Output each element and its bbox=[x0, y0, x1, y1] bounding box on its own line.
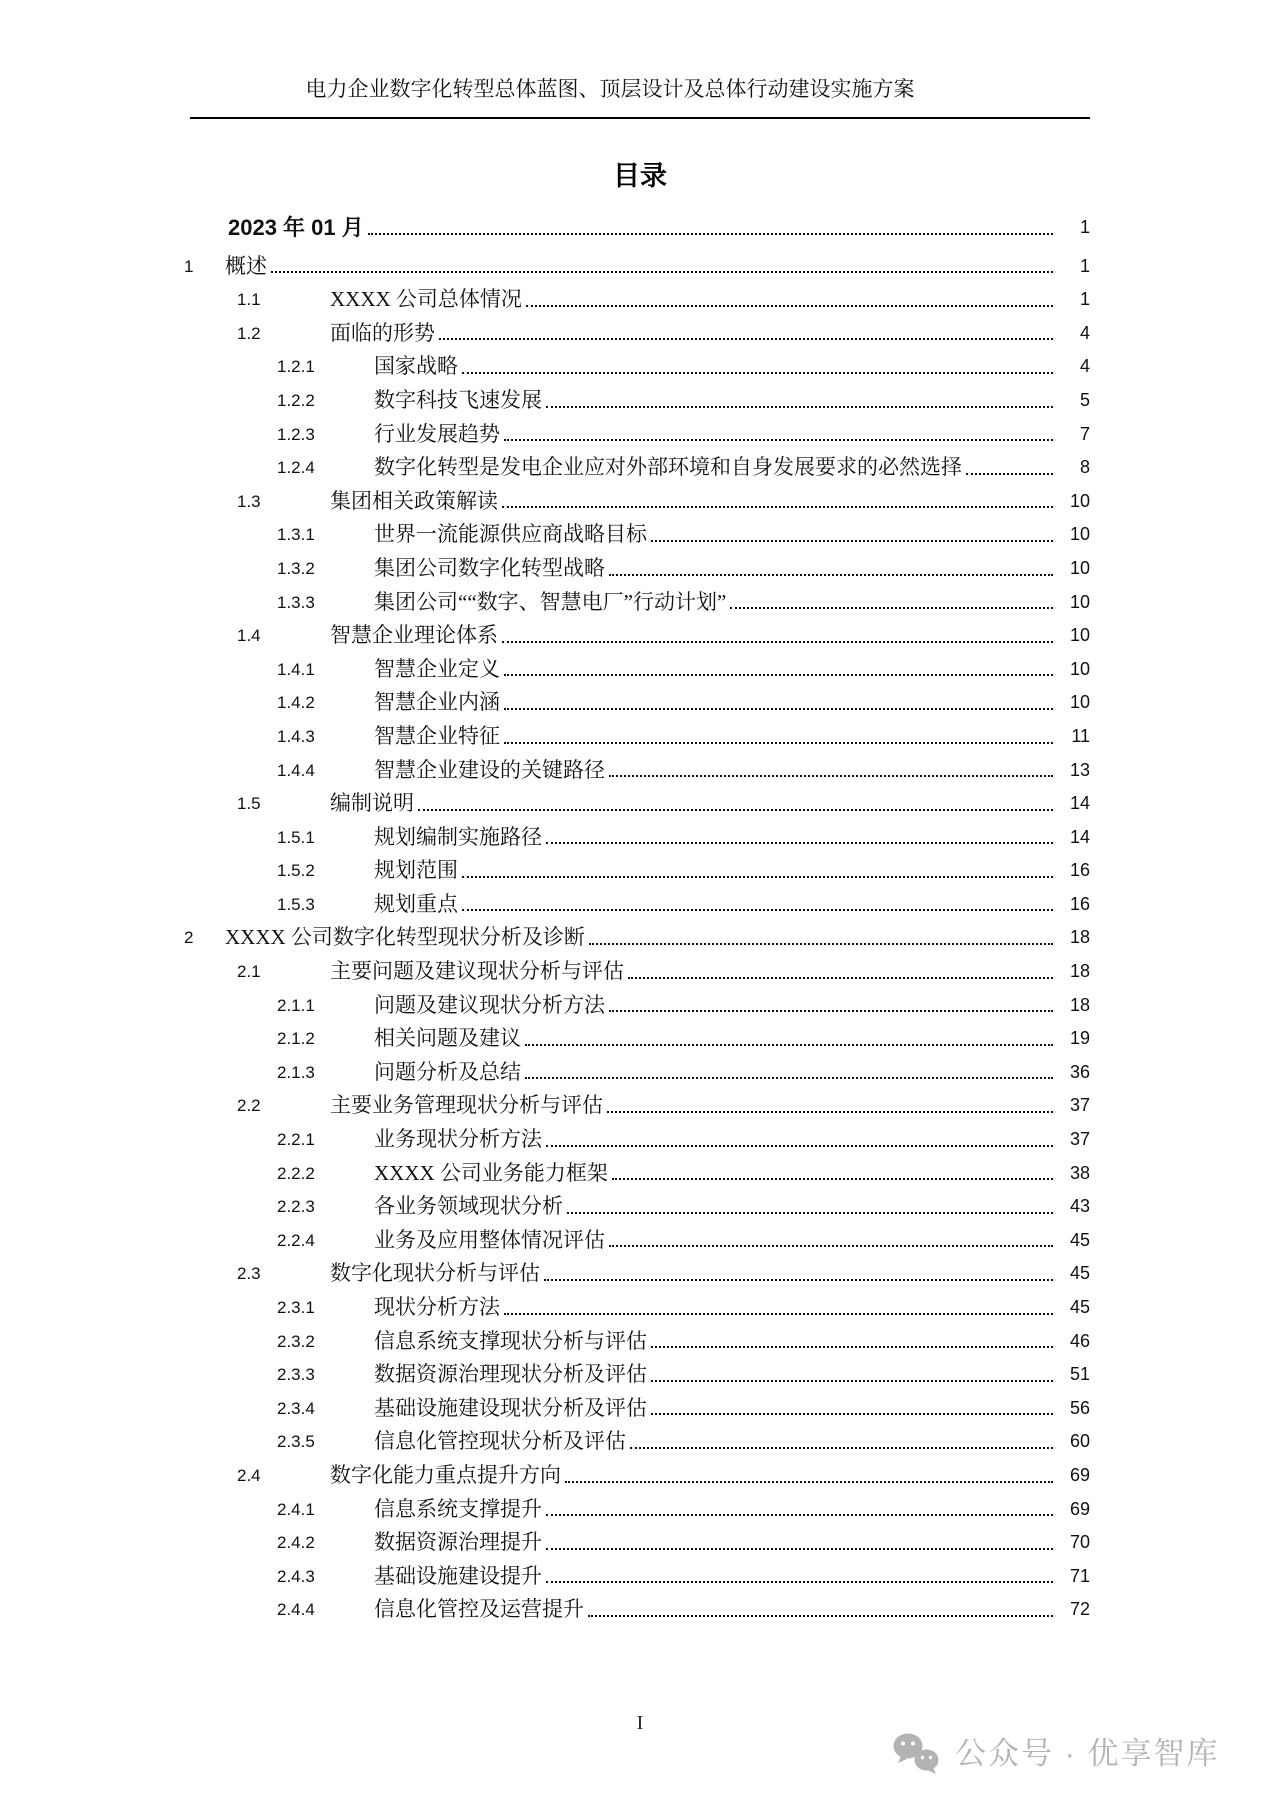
toc-leader-dots bbox=[546, 842, 1053, 844]
toc-entry-title: 行业发展趋势 bbox=[374, 421, 500, 446]
toc-entry-number: 1.2 bbox=[237, 323, 261, 343]
toc-leader-dots bbox=[504, 708, 1053, 710]
toc-entry-page: 71 bbox=[1069, 1565, 1090, 1586]
toc-entry-page: 10 bbox=[1069, 557, 1090, 578]
toc-entry-page: 13 bbox=[1069, 759, 1090, 780]
toc-entry[interactable] bbox=[0, 283, 1280, 317]
toc-entry[interactable] bbox=[0, 921, 1280, 955]
toc-entry-number: 1.2.4 bbox=[277, 458, 315, 478]
toc-entry[interactable] bbox=[0, 1560, 1280, 1594]
toc-entry-title: 主要业务管理现状分析与评估 bbox=[330, 1093, 603, 1118]
toc-entry[interactable] bbox=[0, 989, 1280, 1023]
toc-entry[interactable] bbox=[0, 418, 1280, 452]
toc-entry-title: 各业务领域现状分析 bbox=[374, 1194, 563, 1219]
toc-entry-title: 业务及应用整体情况评估 bbox=[374, 1227, 605, 1252]
toc-leader-dots bbox=[504, 439, 1053, 441]
toc-leader-dots bbox=[525, 1077, 1053, 1079]
toc-leader-dots bbox=[546, 406, 1053, 408]
toc-entry-page: 8 bbox=[1079, 457, 1090, 478]
toc-leader-dots bbox=[462, 909, 1053, 911]
toc-entry-number: 1.4.4 bbox=[277, 760, 315, 780]
toc-entry[interactable] bbox=[0, 451, 1280, 485]
toc-entry[interactable] bbox=[0, 350, 1280, 384]
watermark-text: 公众号 · 优享智库 bbox=[955, 1736, 1220, 1771]
toc-entry-page: 16 bbox=[1069, 893, 1090, 914]
toc-leader-dots bbox=[609, 1245, 1053, 1247]
toc-leader-dots bbox=[502, 641, 1053, 643]
toc-entry-page: 56 bbox=[1069, 1397, 1090, 1418]
toc-entry-number: 1.5.1 bbox=[277, 827, 315, 847]
toc-entry-title: 规划重点 bbox=[374, 891, 458, 916]
toc-entry-number: 2.1.3 bbox=[277, 1062, 315, 1082]
toc-entry-page: 43 bbox=[1069, 1196, 1090, 1217]
toc-entry-page: 1 bbox=[1079, 217, 1090, 237]
toc-leader-dots bbox=[546, 1548, 1053, 1550]
toc-entry-title: 数字化转型是发电企业应对外部环境和自身发展要求的必然选择 bbox=[374, 455, 962, 480]
toc-entry-title: XXXX 公司业务能力框架 bbox=[374, 1160, 608, 1185]
toc-entry-page: 5 bbox=[1079, 389, 1090, 410]
toc-entry-number: 1.4.3 bbox=[277, 726, 315, 746]
toc-entry[interactable] bbox=[0, 1123, 1280, 1157]
toc-leader-dots bbox=[651, 1346, 1053, 1348]
toc-entry-page: 4 bbox=[1079, 356, 1090, 377]
toc-entry-number: 2.4.4 bbox=[277, 1600, 315, 1620]
header-rule bbox=[190, 117, 1090, 119]
toc-entry-number: 1.2.3 bbox=[277, 424, 315, 444]
toc-leader-dots bbox=[651, 1413, 1053, 1415]
toc-entry[interactable] bbox=[0, 1224, 1280, 1258]
toc-entry-title: 相关问题及建议 bbox=[374, 1026, 521, 1051]
toc-leader-dots bbox=[628, 977, 1053, 979]
toc-entry[interactable] bbox=[0, 1291, 1280, 1325]
toc-entry-page: 18 bbox=[1069, 961, 1090, 982]
toc-entry[interactable] bbox=[0, 1425, 1280, 1459]
toc-entry-number: 2.1 bbox=[237, 962, 261, 982]
toc-entry-title: 规划编制实施路径 bbox=[374, 824, 542, 849]
toc-entry-page: 16 bbox=[1069, 860, 1090, 881]
toc-leader-dots bbox=[609, 574, 1053, 576]
toc-entry[interactable] bbox=[0, 1325, 1280, 1359]
toc-entry-number: 2.3.2 bbox=[277, 1331, 315, 1351]
toc-entry-title: 2023 年 01 月 bbox=[228, 215, 364, 240]
toc-entry-title: 概述 bbox=[225, 253, 267, 278]
toc-entry[interactable] bbox=[0, 586, 1280, 620]
toc-entry-title: 信息化管控及运营提升 bbox=[374, 1597, 584, 1622]
toc-entry-page: 69 bbox=[1069, 1464, 1090, 1485]
toc-entry[interactable] bbox=[0, 1593, 1280, 1627]
toc-entry-number: 1.4 bbox=[237, 626, 261, 646]
toc-entry-title: 信息系统支撑现状分析与评估 bbox=[374, 1328, 647, 1353]
toc-entry-page: 38 bbox=[1069, 1162, 1090, 1183]
toc-entry-number: 1.3.3 bbox=[277, 592, 315, 612]
toc-entry-number: 1.3.1 bbox=[277, 525, 315, 545]
toc-entry-title: 数字化能力重点提升方向 bbox=[330, 1462, 561, 1487]
toc-entry-number: 2.2.2 bbox=[277, 1163, 315, 1183]
toc-heading: 目录 bbox=[613, 161, 667, 191]
toc-entry-number: 1.4.2 bbox=[277, 693, 315, 713]
toc-entry[interactable] bbox=[0, 1089, 1280, 1123]
toc-leader-dots bbox=[546, 1514, 1053, 1516]
toc-entry-title: 问题分析及总结 bbox=[374, 1059, 521, 1084]
watermark bbox=[893, 1733, 1220, 1775]
toc-entry-page: 10 bbox=[1069, 625, 1090, 646]
toc-entry-page: 45 bbox=[1069, 1297, 1090, 1317]
toc-leader-dots bbox=[504, 674, 1053, 676]
toc-entry-page: 18 bbox=[1069, 927, 1090, 948]
footer-page-number: I bbox=[636, 1712, 644, 1734]
toc-entry-title: 业务现状分析方法 bbox=[374, 1127, 542, 1152]
toc-entry-title: 现状分析方法 bbox=[374, 1295, 500, 1319]
toc-leader-dots bbox=[525, 1044, 1053, 1046]
toc-entry-page: 11 bbox=[1071, 725, 1090, 746]
toc-leader-dots bbox=[630, 1447, 1053, 1449]
toc-entry-page: 60 bbox=[1069, 1431, 1090, 1452]
toc-entry-number: 2.4.2 bbox=[277, 1533, 315, 1553]
toc-entry-title: 数据资源治理现状分析及评估 bbox=[374, 1362, 647, 1387]
toc-leader-dots bbox=[504, 1313, 1053, 1315]
toc-entry[interactable] bbox=[0, 1493, 1280, 1527]
toc-entry-number: 2.3.5 bbox=[277, 1432, 315, 1452]
toc-entry-number: 2.3 bbox=[237, 1264, 261, 1284]
doc-header-title: 电力企业数字化转型总体蓝图、顶层设计及总体行动建设实施方案 bbox=[305, 77, 915, 101]
toc-entry-page: 46 bbox=[1069, 1330, 1090, 1351]
toc-entry-title: 主要问题及建议现状分析与评估 bbox=[330, 959, 624, 984]
toc-entry-title: 数字科技飞速发展 bbox=[374, 387, 542, 412]
toc-entry[interactable] bbox=[0, 754, 1280, 788]
toc-entry-number: 2.2.3 bbox=[277, 1197, 315, 1217]
toc-entry-title: 基础设施建设提升 bbox=[374, 1563, 542, 1588]
toc-entry-page: 7 bbox=[1079, 423, 1090, 444]
toc-entry-number: 2.2.4 bbox=[277, 1230, 315, 1250]
toc-entry-number: 1.2.2 bbox=[277, 390, 315, 410]
toc-leader-dots bbox=[651, 1380, 1053, 1382]
toc-entry-title: 集团相关政策解读 bbox=[330, 488, 498, 513]
toc-entry-title: 信息化管控现状分析及评估 bbox=[374, 1429, 626, 1454]
toc-entry[interactable] bbox=[0, 1459, 1280, 1493]
toc-entry-title: 编制说明 bbox=[330, 791, 414, 816]
toc-leader-dots bbox=[565, 1481, 1053, 1483]
toc-entry[interactable] bbox=[0, 686, 1280, 720]
toc-entry-number: 1 bbox=[184, 256, 194, 276]
toc-entry-page: 37 bbox=[1069, 1129, 1090, 1150]
toc-entry-number: 2.3.1 bbox=[277, 1298, 315, 1317]
toc-entry[interactable] bbox=[0, 1526, 1280, 1560]
toc-entry[interactable] bbox=[0, 1257, 1280, 1291]
toc-entry-page: 10 bbox=[1069, 524, 1090, 545]
toc-leader-dots bbox=[544, 1279, 1053, 1281]
toc-leader-dots bbox=[609, 775, 1053, 777]
toc-entry-number: 1.1 bbox=[237, 290, 261, 310]
toc-entry[interactable] bbox=[0, 888, 1280, 922]
toc-leader-dots bbox=[730, 607, 1053, 609]
toc-entry-page: 51 bbox=[1069, 1364, 1090, 1385]
toc-entry-title: 信息系统支撑提升 bbox=[374, 1496, 542, 1521]
toc-entry[interactable] bbox=[0, 787, 1280, 821]
toc-leader-dots bbox=[609, 1010, 1053, 1012]
toc-entry-number: 2.3.4 bbox=[277, 1398, 315, 1418]
toc-entry-title: 世界一流能源供应商战略目标 bbox=[374, 522, 647, 547]
toc-entry-number: 2 bbox=[184, 928, 194, 948]
toc-entry[interactable] bbox=[0, 1358, 1280, 1392]
toc-entry-title: 智慧企业理论体系 bbox=[330, 623, 498, 648]
toc-entry-number: 2.4.1 bbox=[277, 1499, 315, 1519]
toc-entry-number: 1.3 bbox=[237, 491, 261, 511]
toc-leader-dots bbox=[368, 233, 1053, 235]
toc-entry-title: 集团公司数字化转型战略 bbox=[374, 555, 605, 580]
toc-entry-title: XXXX 公司数字化转型现状分析及诊断 bbox=[225, 925, 585, 950]
toc-entry-number: 2.3.3 bbox=[277, 1365, 315, 1385]
toc-list bbox=[0, 211, 1280, 1627]
toc-entry-number: 2.4.3 bbox=[277, 1566, 315, 1586]
toc-entry-number: 1.5.2 bbox=[277, 861, 315, 881]
toc-leader-dots bbox=[526, 305, 1053, 307]
toc-leader-dots bbox=[567, 1212, 1053, 1214]
toc-entry-title: 智慧企业内涵 bbox=[374, 690, 500, 715]
toc-entry[interactable] bbox=[0, 552, 1280, 586]
toc-leader-dots bbox=[588, 1615, 1053, 1617]
toc-entry-title: 智慧企业特征 bbox=[374, 723, 500, 748]
toc-entry[interactable] bbox=[0, 653, 1280, 687]
toc-entry-number: 2.2.1 bbox=[277, 1130, 315, 1150]
toc-entry-title: 面临的形势 bbox=[330, 320, 435, 345]
toc-leader-dots bbox=[439, 338, 1053, 340]
toc-entry-number: 2.2 bbox=[237, 1096, 261, 1116]
toc-entry-page: 4 bbox=[1079, 322, 1090, 343]
toc-entry-title: XXXX 公司总体情况 bbox=[330, 287, 522, 312]
toc-entry[interactable] bbox=[0, 1022, 1280, 1056]
toc-entry[interactable] bbox=[0, 720, 1280, 754]
toc-entry[interactable] bbox=[0, 619, 1280, 653]
toc-entry-page: 18 bbox=[1069, 994, 1090, 1015]
toc-entry[interactable] bbox=[0, 1157, 1280, 1191]
toc-entry-number: 2.1.2 bbox=[277, 1029, 315, 1049]
toc-leader-dots bbox=[612, 1178, 1053, 1180]
toc-leader-dots bbox=[462, 876, 1053, 878]
toc-leader-dots bbox=[966, 473, 1053, 475]
toc-entry[interactable] bbox=[0, 1392, 1280, 1426]
toc-entry-title: 问题及建议现状分析方法 bbox=[374, 992, 605, 1017]
toc-entry[interactable] bbox=[0, 384, 1280, 418]
toc-entry-page: 14 bbox=[1069, 826, 1090, 847]
toc-entry[interactable] bbox=[0, 211, 1280, 245]
toc-leader-dots bbox=[271, 271, 1053, 273]
toc-entry-page: 10 bbox=[1069, 490, 1090, 511]
toc-leader-dots bbox=[418, 809, 1053, 811]
wechat-icon bbox=[893, 1733, 941, 1775]
toc-leader-dots bbox=[502, 506, 1053, 508]
toc-entry-title: 规划范围 bbox=[374, 858, 458, 883]
toc-entry-page: 36 bbox=[1069, 1061, 1090, 1082]
toc-entry[interactable] bbox=[0, 250, 1280, 284]
toc-leader-dots bbox=[651, 540, 1053, 542]
toc-entry-title: 基础设施建设现状分析及评估 bbox=[374, 1395, 647, 1420]
toc-entry-page: 10 bbox=[1069, 692, 1090, 713]
toc-entry-page: 1 bbox=[1079, 289, 1090, 310]
toc-entry[interactable] bbox=[0, 485, 1280, 519]
toc-entry-page: 72 bbox=[1069, 1599, 1090, 1620]
toc-entry-number: 1.2.1 bbox=[277, 357, 315, 377]
toc-entry-page: 1 bbox=[1079, 255, 1090, 276]
toc-entry-number: 1.5 bbox=[237, 794, 261, 814]
toc-leader-dots bbox=[546, 1581, 1053, 1583]
toc-entry[interactable] bbox=[0, 1190, 1280, 1224]
toc-entry-number: 1.4.1 bbox=[277, 659, 315, 679]
toc-entry-page: 10 bbox=[1069, 658, 1090, 679]
toc-leader-dots bbox=[589, 943, 1053, 945]
toc-entry-page: 19 bbox=[1069, 1028, 1090, 1049]
toc-entry-title: 集团公司““数字、智慧电厂”行动计划” bbox=[374, 589, 727, 614]
toc-entry-number: 2.1.1 bbox=[277, 995, 315, 1015]
toc-entry-number: 1.5.3 bbox=[277, 894, 315, 914]
toc-leader-dots bbox=[546, 1145, 1053, 1147]
toc-entry-title: 数字化现状分析与评估 bbox=[330, 1261, 540, 1286]
toc-entry-page: 14 bbox=[1069, 793, 1090, 814]
toc-entry-title: 智慧企业建设的关键路径 bbox=[374, 757, 605, 782]
toc-entry[interactable] bbox=[0, 1056, 1280, 1090]
toc-entry[interactable] bbox=[0, 854, 1280, 888]
toc-leader-dots bbox=[607, 1111, 1053, 1113]
toc-entry-page: 69 bbox=[1069, 1498, 1090, 1519]
toc-entry-page: 70 bbox=[1069, 1532, 1090, 1553]
toc-leader-dots bbox=[504, 742, 1053, 744]
toc-entry-number: 1.3.2 bbox=[277, 558, 315, 578]
toc-entry-title: 智慧企业定义 bbox=[374, 656, 500, 681]
toc-entry-page: 37 bbox=[1069, 1095, 1090, 1116]
toc-entry[interactable] bbox=[0, 518, 1280, 552]
toc-leader-dots bbox=[462, 372, 1053, 374]
toc-entry-page: 10 bbox=[1069, 591, 1090, 612]
toc-entry-title: 国家战略 bbox=[374, 354, 458, 379]
toc-entry-page: 45 bbox=[1069, 1229, 1090, 1250]
toc-entry-number: 2.4 bbox=[237, 1465, 261, 1485]
toc-entry-title: 数据资源治理提升 bbox=[374, 1530, 542, 1555]
toc-entry[interactable] bbox=[0, 955, 1280, 989]
toc-entry-page: 45 bbox=[1069, 1263, 1090, 1284]
toc-entry[interactable] bbox=[0, 317, 1280, 351]
toc-entry[interactable] bbox=[0, 821, 1280, 855]
